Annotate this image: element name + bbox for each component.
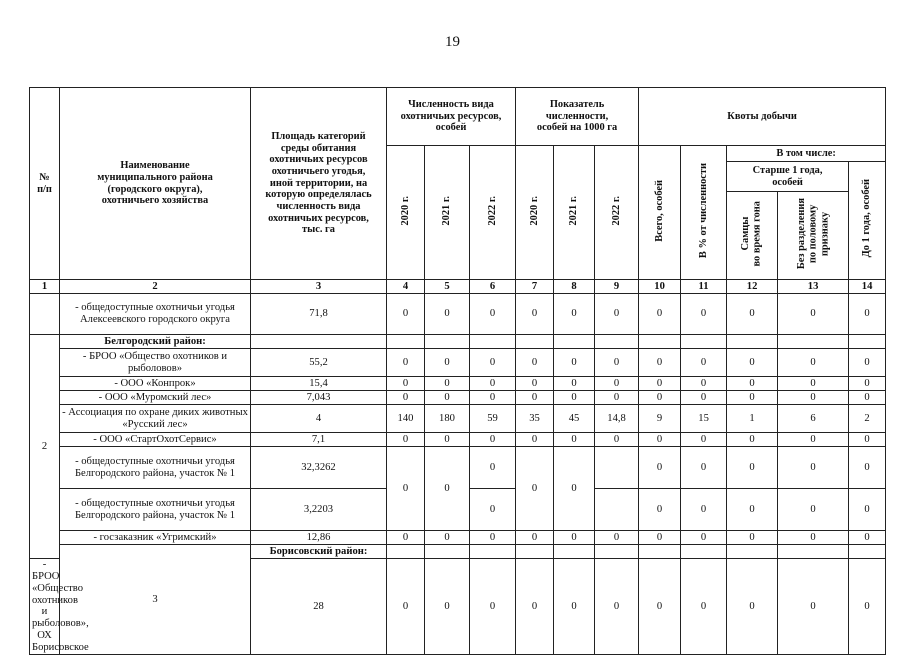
header-quotas: Квоты добычи xyxy=(639,88,886,146)
table-row: - Ассоциация по охране диких животных «Русский лес» 4 140 180 59 35 45 14,8 9 15 1 6 2 xyxy=(30,405,886,433)
table-row: - БРОО «Общество охотников и рыболовов», ОХ Борисовское 28 0 0 0 0 0 0 0 0 0 0 0 xyxy=(30,559,886,655)
table-row: - ООО «Конпрок» 15,4 0 0 0 0 0 0 0 0 0 0 0 xyxy=(30,377,886,391)
row-name: - общедоступные охотничьи угодья Алексеевского городского округа xyxy=(60,294,251,335)
header-total: Всего, особей xyxy=(653,179,665,242)
page-number: 19 xyxy=(445,34,460,50)
row-area: 15,4 xyxy=(251,377,387,391)
header-area: Площадь категорий среды обитания охотничьих ресурсов охотничьего угодья, иной территории, на которую определялась численность вида охотничьих ресурсов, тыс. га xyxy=(251,88,387,280)
table-row: - БРОО «Общество охотников и рыболовов» 55,2 0 0 0 0 0 0 0 0 0 0 0 xyxy=(30,349,886,377)
row-name: - Ассоциация по охране диких животных «Русский лес» xyxy=(60,405,251,433)
header-older: Старше 1 года, особей xyxy=(727,162,849,192)
header-population: Численность вида охотничьих ресурсов, особей xyxy=(387,88,516,146)
row-name: - общедоступные охотничьи угодья Белгородского района, участок № 1 xyxy=(60,447,251,489)
merged-ind-2020: 0 xyxy=(516,447,554,531)
district-name: Белгородский район: xyxy=(60,335,251,349)
row-area: 71,8 xyxy=(251,294,387,335)
header-num: № п/п xyxy=(30,88,60,280)
row-name: - БРОО «Общество охотников и рыболовов», ОХ Борисовское xyxy=(30,559,60,655)
row-area: 55,2 xyxy=(251,349,387,377)
row-area: 28 xyxy=(251,559,387,655)
district-row xyxy=(30,335,886,349)
row-area: 3,2203 xyxy=(251,489,387,531)
table-row: - ООО «СтартОхотСервис» 7,1 0 0 0 0 0 0 0 0 0 0 0 xyxy=(30,433,886,447)
header-pop-2021: 2021 г. xyxy=(441,195,453,226)
header-males: Самцы во время гона xyxy=(740,200,764,267)
row-area: 7,043 xyxy=(251,391,387,405)
table-row: - ООО «Муромский лес» 7,043 0 0 0 0 0 0 0 0 0 0 0 xyxy=(30,391,886,405)
row-number: 3 xyxy=(60,545,251,655)
header-pop-2020: 2020 г. xyxy=(399,195,411,226)
header-including: В том числе: xyxy=(727,146,886,162)
header-pop-2022: 2022 г. xyxy=(486,195,498,226)
merged-ind-2021: 0 xyxy=(554,447,595,531)
header-ind-2021: 2021 г. xyxy=(568,195,580,226)
header-under1: До 1 года, особей xyxy=(861,179,873,258)
row-name: - ООО «Конпрок» xyxy=(60,377,251,391)
row-name: - ООО «Муромский лес» xyxy=(60,391,251,405)
table-row: - общедоступные охотничьи угодья Белгородского района, участок № 1 32,3262 0 0 0 0 0 0 0 0 0 0 xyxy=(30,447,886,489)
row-name: - БРОО «Общество охотников и рыболовов» xyxy=(60,349,251,377)
row-area: 32,3262 xyxy=(251,447,387,489)
row-area: 12,86 xyxy=(251,531,387,545)
row-number: 2 xyxy=(30,335,60,559)
row-name: - госзаказник «Угримский» xyxy=(60,531,251,545)
table-row: - общедоступные охотничьи угодья Алексеевского городского округа 71,8 0 0 0 0 0 0 0 0 0 0 0 xyxy=(30,294,886,335)
header-name: Наименование муниципального района (городского округа), охотничьего хозяйства xyxy=(60,88,251,280)
header-ind-2022: 2022 г. xyxy=(610,195,622,226)
row-area: 7,1 xyxy=(251,433,387,447)
header-ind-2020: 2020 г. xyxy=(528,195,540,226)
header-no-sex: Без разделения по половому признаку xyxy=(795,198,830,270)
district-row xyxy=(30,545,886,559)
row-name: - ООО «СтартОхотСервис» xyxy=(60,433,251,447)
merged-pop-2020: 0 xyxy=(387,447,425,531)
column-numbers-row: 1 2 3 4 5 6 7 8 9 10 11 12 13 14 xyxy=(30,280,886,294)
merged-pop-2021: 0 xyxy=(425,447,470,531)
table-row: - госзаказник «Угримский» 12,86 0 0 0 0 0 0 0 0 0 0 0 xyxy=(30,531,886,545)
row-area: 4 xyxy=(251,405,387,433)
hunting-quota-table xyxy=(29,87,886,655)
header-indicator: Показатель численности, особей на 1000 га xyxy=(516,88,639,146)
header-percent: В % от численности xyxy=(697,163,709,259)
district-name: Борисовский район: xyxy=(251,545,387,559)
row-name: - общедоступные охотничьи угодья Белгородского района, участок № 1 xyxy=(60,489,251,531)
table-row: - общедоступные охотничьи угодья Белгородского района, участок № 1 3,2203 0 0 0 0 0 0 xyxy=(30,489,886,531)
